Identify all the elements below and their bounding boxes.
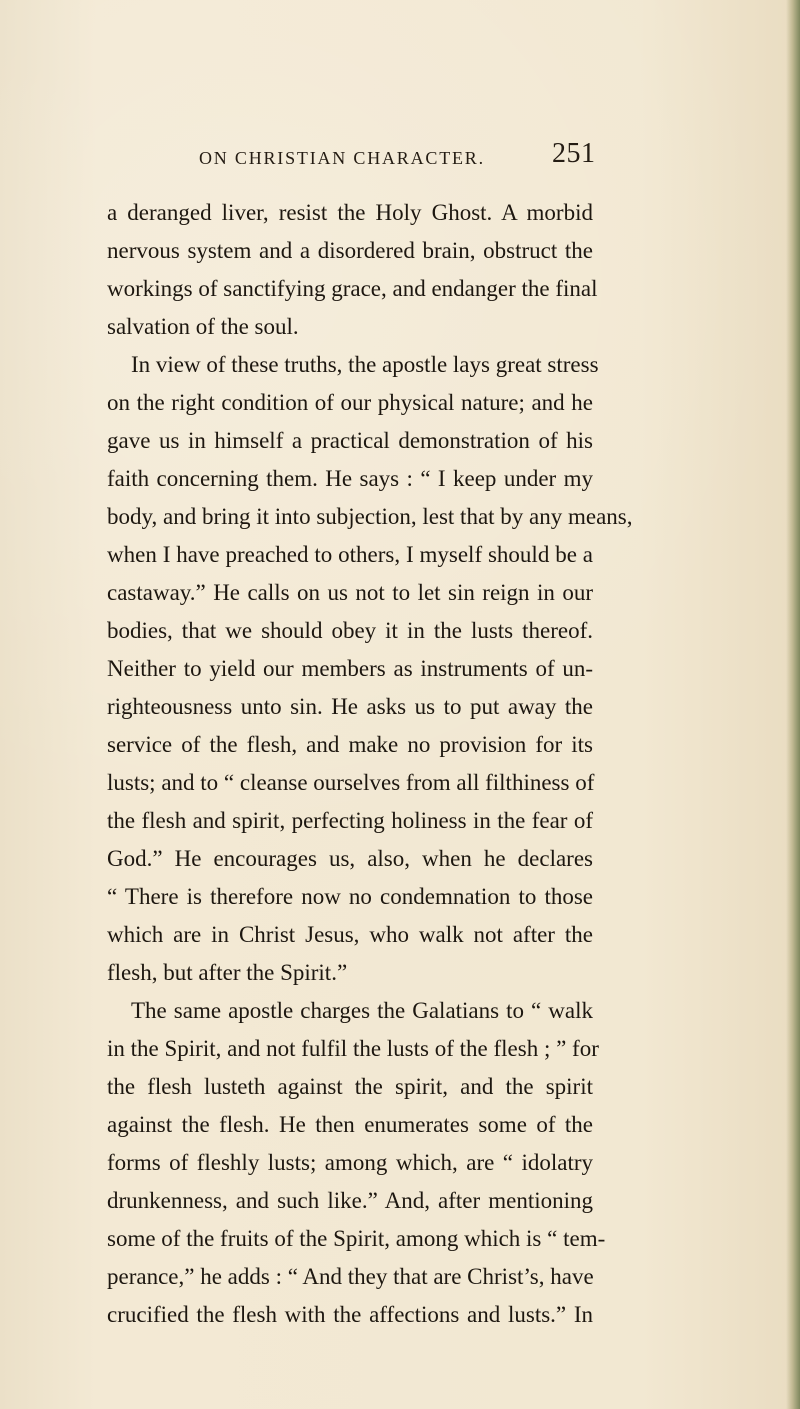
text-line: salvation of the soul. [107, 314, 299, 339]
text-line: perance,” he adds : “ And they that are Christ’s, have [107, 1264, 594, 1289]
text-line: righteousness unto sin. He asks us to put away the [107, 694, 593, 719]
text-line: against the flesh. He then enumerates some of the [107, 1112, 593, 1137]
text-line: In view of these truths, the apostle lays great stress [131, 352, 599, 377]
page-number: 251 [552, 138, 596, 169]
page-edge-shadow [786, 0, 800, 1409]
text-line: crucified the flesh with the affections and lusts.” In [107, 1302, 593, 1327]
text-line: when I have preached to others, I myself should be a [107, 542, 593, 567]
text-line: some of the fruits of the Spirit, among which is “ tem- [107, 1226, 606, 1251]
text-line: The same apostle charges the Galatians to “ walk [131, 998, 593, 1023]
text-line: gave us in himself a practical demonstration of his [107, 428, 593, 453]
text-line: a deranged liver, resist the Holy Ghost. A morbid [107, 200, 593, 225]
page-header [0, 140, 790, 180]
text-line: lusts; and to “ cleanse ourselves from all filthiness of [107, 770, 595, 795]
text-line: in the Spirit, and not fulfil the lusts of the flesh ; ” for [107, 1036, 599, 1061]
text-line: faith concerning them. He says : “ I keep under my [107, 466, 593, 491]
text-line: God.” He encourages us, also, when he declares [107, 846, 593, 871]
text-line: forms of fleshly lusts; among which, are “ idolatry [107, 1150, 593, 1175]
text-line: body, and bring it into subjection, lest that by any means, [107, 504, 633, 529]
text-line: workings of sanctifying grace, and endanger the final [107, 276, 598, 301]
text-line: castaway.” He calls on us not to let sin reign in our [107, 580, 593, 605]
text-line: the flesh and spirit, perfecting holiness in the fear of [107, 808, 593, 833]
text-line: bodies, that we should obey it in the lusts thereof. [107, 618, 593, 643]
text-line: Neither to yield our members as instruments of un- [107, 656, 593, 681]
text-line: flesh, but after the Spirit.” [107, 960, 348, 985]
text-line: on the right condition of our physical nature; and he [107, 390, 593, 415]
text-line: which are in Christ Jesus, who walk not after the [107, 922, 593, 947]
text-line: the flesh lusteth against the spirit, and the spirit [107, 1074, 593, 1099]
running-head: ON CHRISTIAN CHARACTER. [199, 148, 485, 168]
text-line: service of the flesh, and make no provision for its [107, 732, 593, 757]
text-line: nervous system and a disordered brain, obstruct the [107, 238, 593, 263]
text-line: drunkenness, and such like.” And, after mentioning [107, 1188, 593, 1213]
text-line: “ There is therefore now no condemnation to those [107, 884, 593, 909]
